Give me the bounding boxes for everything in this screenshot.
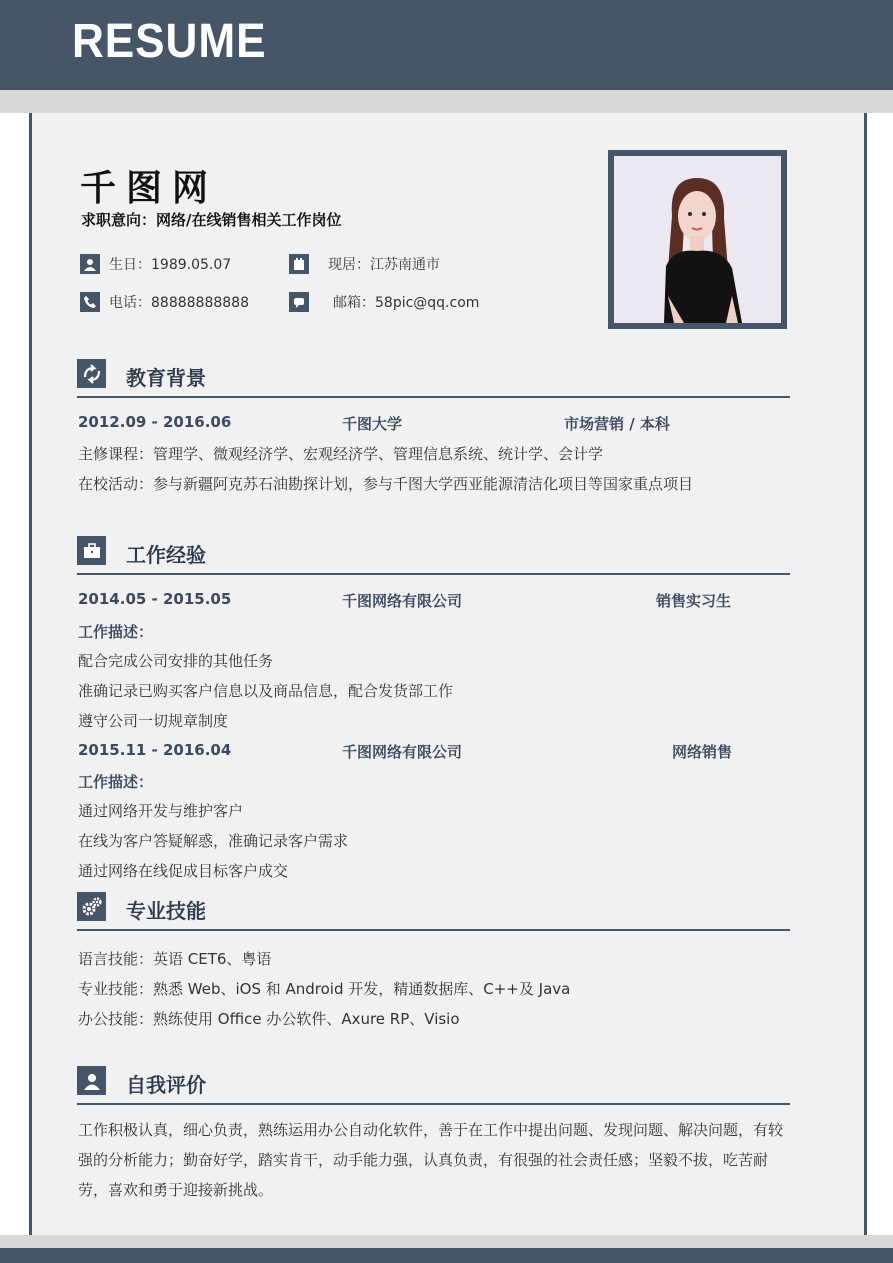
education-courses: 主修课程：管理学、微观经济学、宏观经济学、管理信息系统、统计学、会计学: [78, 445, 604, 463]
skill-line: 语言技能：英语 CET6、粤语: [78, 950, 272, 968]
evaluation-title: 自我评价: [126, 1073, 206, 1097]
birth-info: [80, 254, 231, 274]
user-icon: [80, 254, 100, 274]
skills-title: 专业技能: [126, 899, 206, 923]
person-name: 千图网: [80, 168, 219, 209]
job-desc-line: 遵守公司一切规章制度: [78, 712, 229, 730]
resume-title: RESUME: [72, 15, 267, 68]
phone-info: [80, 292, 249, 312]
footer-strip: [0, 1235, 893, 1248]
job-company: 千图网络有限公司: [342, 592, 463, 610]
education-period: 2012.09 - 2016.06: [78, 413, 232, 431]
education-title: 教育背景: [126, 366, 206, 390]
job-company: 千图网络有限公司: [342, 743, 463, 761]
job-desc-line: 在线为客户答疑解惑，准确记录客户需求: [78, 832, 349, 850]
job-desc-line: 配合完成公司安排的其他任务: [78, 652, 274, 670]
skill-line: 办公技能：熟练使用 Office 办公软件、Axure RP、Visio: [78, 1010, 460, 1028]
phone-text: 电话：88888888888: [109, 295, 249, 311]
job-period: 2014.05 - 2015.05: [78, 590, 232, 608]
education-activities: 在校活动：参与新疆阿克苏石油勘探计划，参与千图大学西亚能源清洁化项目等国家重点项目: [78, 475, 694, 493]
person-icon: [77, 1066, 106, 1095]
briefcase-icon: [77, 536, 106, 565]
skill-line: 专业技能：熟悉 Web、iOS 和 Android 开发，精通数据库、C++及 Java: [78, 980, 571, 998]
evaluation-text: 工作积极认真，细心负责，熟练运用办公自动化软件，善于在工作中提出问题、发现问题、解决问题，有较强的分析能力；勤奋好学，踏实肯干，动手能力强，认真负责，有很强的社会责任感；坚毅不拔，吃苦耐劳，喜欢和勇于迎接新挑战。: [78, 1121, 784, 1199]
education-section-header: [77, 356, 790, 398]
skills-section-header: [77, 889, 790, 931]
gears-icon: [77, 892, 106, 921]
job-desc-label: 工作描述：: [78, 623, 154, 641]
header-bar: [0, 0, 893, 90]
phone-icon: [80, 292, 100, 312]
location-text: 现居：江苏南通市: [328, 257, 440, 273]
evaluation-section-header: [77, 1063, 790, 1105]
job-desc-line: 准确记录已购买客户信息以及商品信息，配合发货部工作: [78, 682, 454, 700]
job-role: 网络销售: [672, 743, 733, 761]
work-section-header: [77, 533, 790, 575]
job-desc-label: 工作描述：: [78, 773, 154, 791]
building-icon: [289, 254, 309, 274]
portrait-image: [614, 156, 781, 323]
footer-bar: [0, 1248, 893, 1263]
divider-strip: [0, 90, 893, 113]
job-intent: 求职意向：网络/在线销售相关工作岗位: [81, 211, 342, 229]
work-title: 工作经验: [126, 543, 206, 567]
job-period: 2015.11 - 2016.04: [78, 741, 232, 759]
job-role: 销售实习生: [656, 592, 732, 610]
email-text: 邮箱：58pic@qq.com: [333, 295, 480, 311]
location-info: [289, 254, 440, 274]
education-major: 市场营销 / 本科: [564, 415, 670, 433]
graduation-icon: [77, 359, 106, 388]
birth-text: 生日：1989.05.07: [109, 257, 232, 273]
profile-photo: [608, 150, 787, 329]
email-info: [289, 292, 479, 312]
chat-icon: [289, 292, 309, 312]
job-desc-line: 通过网络开发与维护客户: [78, 802, 244, 820]
job-desc-line: 通过网络在线促成目标客户成交: [78, 862, 289, 880]
education-school: 千图大学: [342, 415, 403, 433]
